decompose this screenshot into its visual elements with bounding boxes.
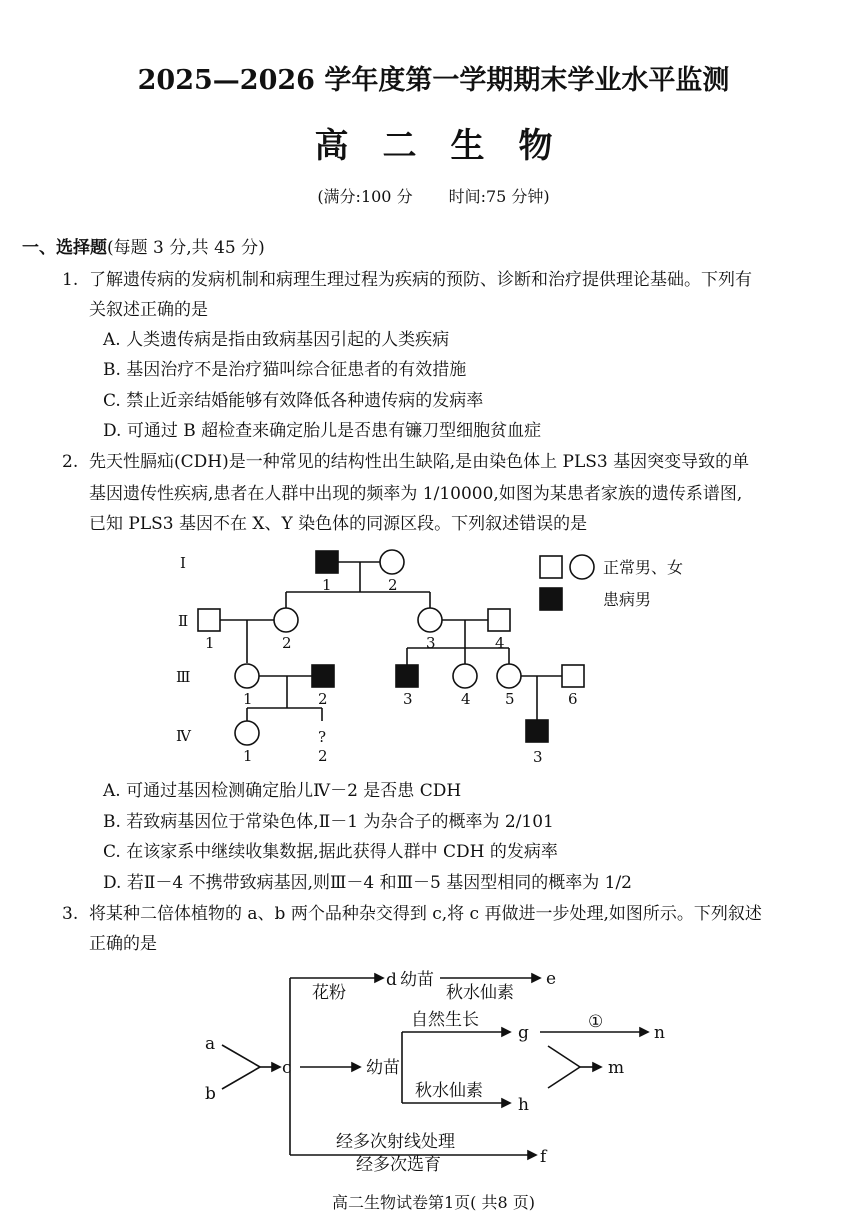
individual-II1 [198, 609, 220, 631]
node-n: n [654, 1023, 665, 1043]
pedigree-number-label: 2 [282, 634, 292, 652]
q2-option-a: A. 可通过基因检测确定胎儿Ⅳ－2 是否患 CDH [103, 781, 462, 801]
label-selection: 经多次选育 [356, 1155, 441, 1175]
pedigree-number-label: 1 [243, 747, 253, 765]
section-label: 一、选择题 [22, 238, 107, 258]
individual-III1 [235, 664, 259, 688]
individual-III5 [497, 664, 521, 688]
q3-number: 3. [62, 904, 79, 924]
individual-II3 [418, 608, 442, 632]
label-seedling: 幼苗 [366, 1058, 400, 1078]
individual-II4 [488, 609, 510, 631]
gen-label-IV: Ⅳ [176, 727, 191, 745]
legend-normal-female [570, 555, 594, 579]
label-colchicine-1: 秋水仙素 [446, 983, 514, 1003]
exam-time: 时间:75 分钟) [448, 187, 550, 206]
gen-label-III: Ⅲ [176, 668, 191, 686]
q3-stem-line1: 将某种二倍体植物的 a、b 两个品种杂交得到 c,将 c 再做进一步处理,如图所示。下列叙述 [89, 904, 762, 924]
individual-III4 [453, 664, 477, 688]
label-d-seedling: 幼苗 [400, 970, 434, 990]
q1-number: 1. [62, 270, 79, 290]
pedigree-number-label: 2 [318, 747, 328, 765]
q1-option-a: A. 人类遗传病是指由致病基因引起的人类疾病 [103, 330, 450, 350]
node-g: g [518, 1023, 529, 1043]
pedigree-number-label: 4 [461, 690, 471, 708]
gen-label-II: Ⅱ [178, 612, 189, 630]
q2-stem-line1: 先天性膈疝(CDH)是一种常见的结构性出生缺陷,是由染色体上 PLS3 基因突变导致的单 [89, 452, 750, 472]
node-m: m [608, 1058, 625, 1078]
pedigree-number-label: 5 [505, 690, 515, 708]
pedigree-number-label: 3 [533, 748, 543, 766]
individual-I1 [316, 551, 338, 573]
legend-normal-label: 正常男、女 [603, 558, 684, 577]
pedigree-number-label: 2 [318, 690, 328, 708]
page-footer: 高二生物试卷第1页( 共8 页) [331, 1193, 536, 1212]
q3-stem-line2: 正确的是 [89, 934, 157, 954]
q2-option-b: B. 若致病基因位于常染色体,Ⅱ－1 为杂合子的概率为 2/101 [103, 812, 554, 832]
q1-stem-line1: 了解遗传病的发病机制和病理生理过程为疾病的预防、诊断和治疗提供理论基础。下列有 [89, 270, 752, 290]
label-step-1: ① [588, 1012, 604, 1032]
individual-I2 [380, 550, 404, 574]
legend-normal-male [540, 556, 562, 578]
pedigree-number-label: 4 [495, 634, 505, 652]
pedigree-number-label: 1 [243, 690, 253, 708]
exam-title: 2025—2026 学年度第一学期期末学业水平监测 [137, 65, 730, 96]
label-colchicine-2: 秋水仙素 [415, 1081, 483, 1101]
section-note: (每题 3 分,共 45 分) [107, 238, 265, 258]
full-score: (满分:100 分 [317, 187, 413, 206]
label-natural-growth: 自然生长 [411, 1010, 479, 1030]
individual-III3 [396, 665, 418, 687]
gen-label-I: Ⅰ [180, 554, 186, 572]
label-pollen: 花粉 [312, 983, 346, 1003]
pedigree-number-label: 2 [388, 576, 398, 594]
legend-affected-male [540, 588, 562, 610]
individual-III6 [562, 665, 584, 687]
node-c: c [282, 1058, 292, 1078]
q2-number: 2. [62, 452, 79, 472]
q2-stem-line3: 已知 PLS3 基因不在 X、Y 染色体的同源区段。下列叙述错误的是 [89, 514, 588, 534]
pedigree-number-label: 3 [426, 634, 436, 652]
pedigree-number-label: 1 [205, 634, 215, 652]
q1-option-d: D. 可通过 B 超检查来确定胎儿是否患有镰刀型细胞贫血症 [103, 421, 542, 441]
individual-II2 [274, 608, 298, 632]
q1-option-b: B. 基因治疗不是治疗猫叫综合征患者的有效措施 [103, 360, 467, 380]
subject-title: 高二生物 [314, 126, 587, 166]
individual-IV1 [235, 721, 259, 745]
q2-stem-line2: 基因遗传性疾病,患者在人群中出现的频率为 1/10000,如图为某患者家族的遗传系谱图, [89, 484, 743, 504]
pedigree-number-label: 6 [568, 690, 578, 708]
node-b: b [205, 1084, 216, 1104]
legend-affected-label: 患病男 [603, 590, 652, 609]
q1-option-c: C. 禁止近亲结婚能够有效降低各种遗传病的发病率 [103, 391, 484, 411]
q1-stem-line2: 关叙述正确的是 [89, 300, 208, 320]
pedigree-number-label: 3 [403, 690, 413, 708]
node-d: d [386, 970, 397, 990]
label-radiation: 经多次射线处理 [336, 1132, 455, 1152]
q2-option-d: D. 若Ⅱ－4 不携带致病基因,则Ⅲ－4 和Ⅲ－5 基因型相同的概率为 1/2 [103, 873, 632, 893]
node-e: e [546, 969, 557, 989]
pedigree-number-label: 1 [322, 576, 332, 594]
node-f: f [540, 1147, 547, 1167]
node-a: a [205, 1034, 216, 1054]
individual-IV3 [526, 720, 548, 742]
q2-option-c: C. 在该家系中继续收集数据,据此获得人群中 CDH 的发病率 [103, 842, 558, 862]
individual-III2 [312, 665, 334, 687]
node-h: h [518, 1095, 529, 1115]
unknown-fetus-mark: ? [318, 728, 327, 746]
